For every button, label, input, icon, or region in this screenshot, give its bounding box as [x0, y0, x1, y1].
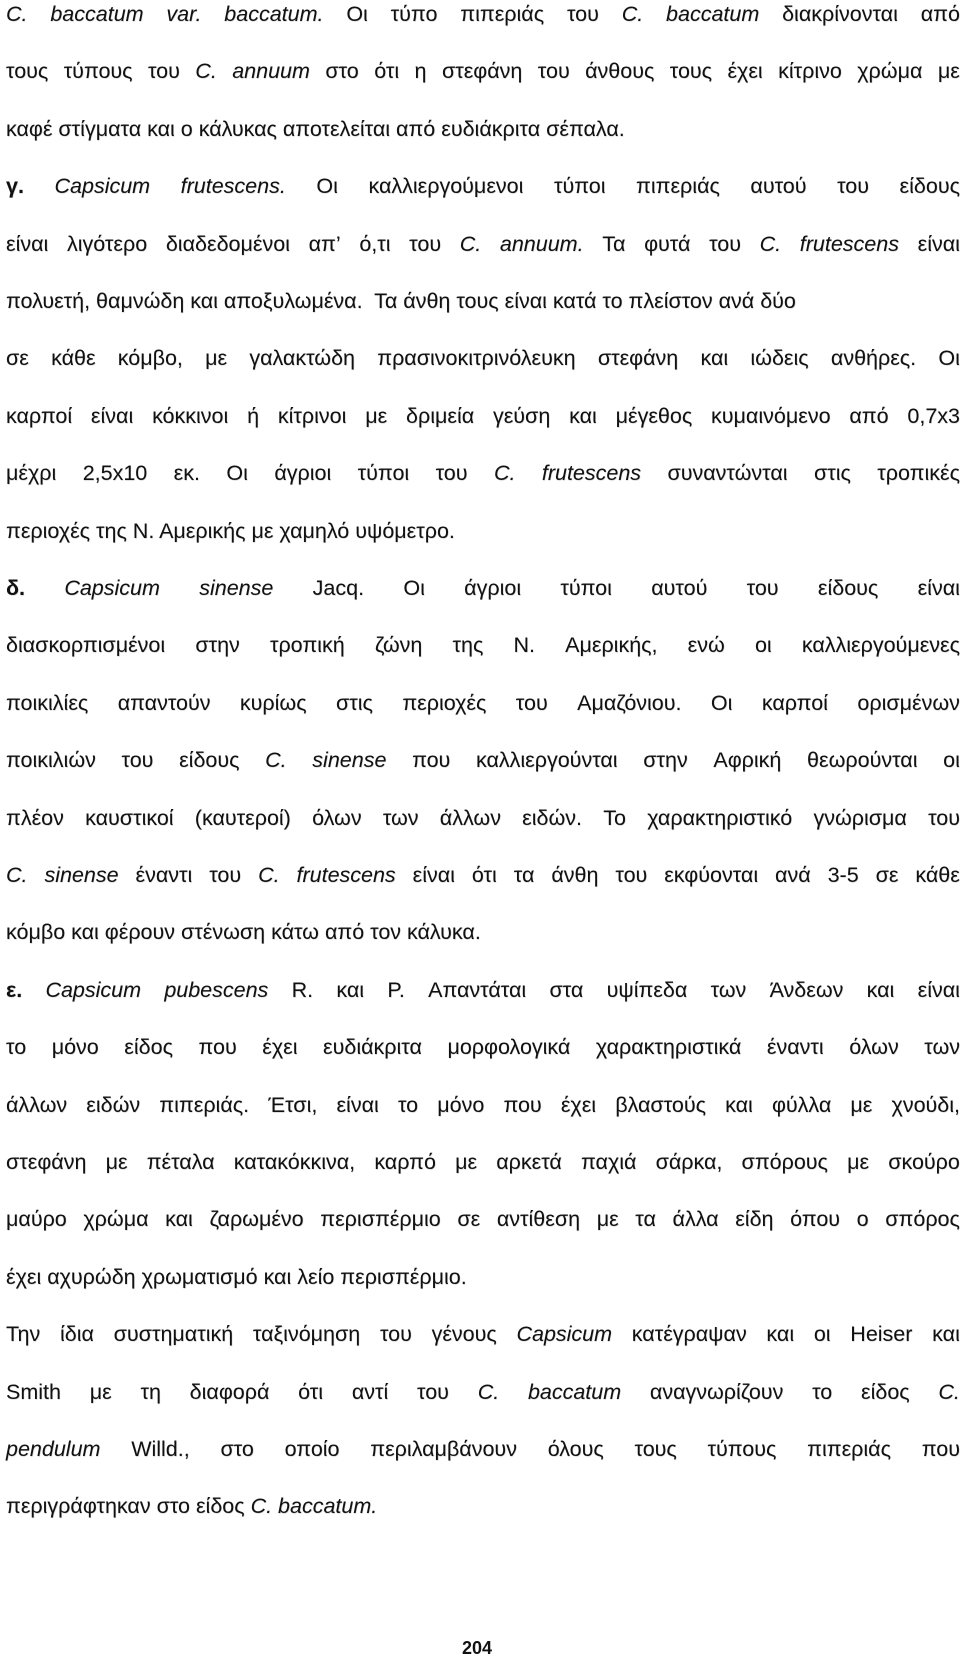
text-word: βλαστούς — [615, 1092, 706, 1117]
text-word: τροπική — [269, 633, 345, 658]
text-line — [6, 1429, 960, 1469]
text-word: τύποι — [553, 174, 606, 199]
text-word: το — [812, 1379, 833, 1404]
text-word: του — [566, 2, 599, 26]
text-word: τύποι — [560, 576, 612, 600]
text-word: baccatum — [666, 2, 760, 26]
text-word: είδους — [899, 174, 960, 199]
text-word: από — [920, 2, 960, 26]
text-word: frutescens. — [180, 174, 286, 199]
text-word: σε — [6, 346, 29, 371]
text-word: χαρακτηριστικό — [647, 805, 793, 830]
text-word: κυρίως — [239, 690, 307, 715]
text-word: συναντώνται — [667, 461, 788, 486]
text-word: Έτσι, — [268, 1092, 318, 1117]
text-segment: περιοχές της Ν. Αμερικής με χαμηλό υψόμετρο. — [6, 518, 455, 543]
text-line — [6, 683, 960, 723]
text-word: του — [928, 805, 960, 830]
text-word: άγριοι — [274, 461, 332, 486]
text-word: εκφύονται — [664, 863, 759, 887]
text-word: οι — [813, 1322, 831, 1347]
text-word: ή — [247, 403, 260, 428]
text-word: Αμερικής, — [565, 633, 658, 658]
text-word: 2,5x10 — [82, 461, 148, 486]
text-word: ενώ — [687, 633, 725, 658]
text-word: γαλακτώδη — [249, 346, 356, 371]
text-word: Την — [6, 1322, 41, 1347]
text-word: τη — [140, 1379, 161, 1404]
text-word: συστηματική — [113, 1322, 234, 1347]
text-word: σε — [875, 863, 899, 887]
text-word: κίτρινο — [778, 59, 842, 84]
text-line — [6, 1085, 960, 1125]
text-word: άλλα — [672, 1207, 719, 1232]
text-word: Οι — [346, 2, 368, 26]
text-segment: έχει αχυρώδη χρωματισμό και λείο περισπέρμιο. — [6, 1264, 467, 1289]
text-word: Οι — [938, 346, 960, 371]
text-word: πιπεριάς — [636, 174, 720, 199]
text-word: ζώνη — [374, 633, 423, 658]
text-word: γνώρισμα — [813, 805, 907, 830]
text-word: frutescens — [296, 863, 396, 887]
text-line — [6, 568, 960, 608]
text-line — [6, 740, 960, 780]
text-word: διαφορά — [189, 1379, 270, 1404]
text-word: C. — [938, 1379, 960, 1404]
text-word: μέχρι — [6, 461, 57, 486]
text-word: pendulum — [6, 1437, 101, 1461]
text-word: Capsicum — [54, 174, 151, 199]
text-word: φύλλα — [771, 1092, 832, 1117]
text-word: ανά — [775, 863, 811, 887]
text-word: άλλων — [439, 805, 501, 830]
text-word: διαδεδομένοι — [165, 231, 290, 256]
text-word: έναντι — [766, 1035, 824, 1060]
text-word: άνθους — [585, 59, 655, 84]
text-word: ίδια — [59, 1322, 94, 1347]
text-word: είναι — [90, 403, 134, 428]
text-word: είδους — [817, 576, 879, 600]
text-word: Heiser — [850, 1322, 913, 1347]
page-number: 204 — [461, 1638, 493, 1658]
text-word: Capsicum — [45, 977, 142, 1002]
text-word: frutescens — [799, 231, 899, 256]
text-word: μαύρο — [6, 1207, 67, 1232]
text-word: είναι — [412, 863, 455, 887]
text-word: ό,τι — [359, 231, 391, 256]
text-word: Τα — [602, 231, 626, 256]
text-word: Αμαζόνιου. — [577, 690, 682, 715]
text-word: του — [379, 1322, 412, 1347]
text-word: παχιά — [580, 1150, 637, 1174]
text-word: και — [700, 346, 729, 371]
text-word: τύπους — [707, 1437, 777, 1461]
text-line — [6, 798, 960, 838]
text-word: σάρκα, — [655, 1150, 723, 1174]
text-line — [6, 1142, 960, 1182]
text-word: καλλιεργούνται — [475, 748, 618, 773]
text-word: διασκορπισμένοι — [6, 633, 166, 658]
text-word: περιλαμβάνουν — [370, 1437, 517, 1461]
text-word: sinense — [44, 863, 119, 887]
text-line — [6, 511, 960, 551]
text-word: 0,7x3 — [907, 403, 960, 428]
text-word: αρκετά — [496, 1150, 562, 1174]
text-word: γ. — [6, 174, 24, 199]
text-word: αυτού — [651, 576, 708, 600]
text-word: αντί — [351, 1379, 389, 1404]
text-word: έχει — [727, 59, 763, 84]
text-word: του — [409, 231, 442, 256]
text-word: μόνο — [51, 1035, 99, 1060]
text-word: του — [121, 748, 154, 773]
text-line — [6, 912, 960, 952]
text-word: R. — [291, 977, 314, 1002]
text-word: πιπεριάς — [807, 1437, 891, 1461]
text-word: κατέγραψαν — [631, 1322, 747, 1347]
text-word: baccatum — [50, 2, 144, 26]
text-word: πέταλα — [146, 1150, 215, 1174]
text-word: μορφολογικά — [447, 1035, 571, 1060]
text-word: που — [503, 1092, 542, 1117]
text-word: (καυτεροί) — [194, 805, 291, 830]
text-word: αντίθεση — [496, 1207, 581, 1232]
text-word: φυτά — [644, 231, 691, 256]
text-word: είδος — [124, 1035, 173, 1060]
text-word: κόκκινοι — [152, 403, 229, 428]
text-word: δριμεία — [406, 403, 475, 428]
text-segment: C. baccatum. — [250, 1494, 378, 1519]
text-line — [6, 1486, 960, 1526]
text-word: έναντι — [135, 863, 193, 887]
text-word: με — [455, 1150, 478, 1174]
text-word: C. — [265, 748, 287, 773]
text-word: Το — [603, 805, 626, 830]
text-line — [6, 625, 960, 665]
text-word: με — [105, 1150, 128, 1174]
text-word: με — [850, 1092, 873, 1117]
text-word: ότι — [298, 1379, 324, 1404]
text-word: τους — [634, 1437, 677, 1461]
text-line — [6, 0, 960, 34]
text-word: με — [847, 1150, 870, 1174]
text-word: με — [937, 59, 960, 84]
text-word: οι — [943, 748, 960, 773]
text-word: μόνο — [437, 1092, 485, 1117]
text-word: στεφάνη — [6, 1150, 87, 1174]
text-line — [6, 970, 960, 1010]
text-word: Willd., — [131, 1437, 190, 1461]
text-word: ειδών. — [522, 805, 583, 830]
text-word: Ν. — [513, 633, 535, 658]
text-word: γένους — [431, 1322, 497, 1347]
text-word: οι — [754, 633, 772, 658]
text-line — [6, 281, 960, 321]
text-word: με — [205, 346, 228, 371]
text-word: άνθη — [551, 863, 599, 887]
text-word: ειδών — [86, 1092, 141, 1117]
text-word: ορισμένων — [857, 690, 960, 715]
text-word: ανθήρες. — [830, 346, 917, 371]
text-line — [6, 396, 960, 436]
text-word: Οι — [710, 690, 733, 715]
text-word: είναι — [336, 1092, 379, 1117]
text-word: στις — [813, 461, 851, 486]
text-word: χαρακτηριστικά — [595, 1035, 742, 1060]
text-word: κόμβο, — [117, 346, 183, 371]
text-word: της — [452, 633, 484, 658]
text-word: καλλιεργούμενες — [801, 633, 960, 658]
text-word: του — [515, 690, 548, 715]
text-word: σπόρους — [741, 1150, 828, 1174]
text-word: όλους — [547, 1437, 604, 1461]
text-line — [6, 1257, 960, 1297]
text-word: ιώδεις — [750, 346, 809, 371]
text-word: στην — [195, 633, 240, 658]
text-word: σκούρο — [888, 1150, 960, 1174]
text-word: κυμαινόμενο — [711, 403, 831, 428]
text-word: C. — [459, 231, 482, 256]
text-word: περιοχές — [402, 690, 487, 715]
text-line — [6, 453, 960, 493]
text-word: από — [849, 403, 889, 428]
text-word: τα — [635, 1207, 656, 1232]
text-word: είδη — [735, 1207, 774, 1232]
text-line — [6, 109, 960, 149]
text-word: C. — [477, 1379, 500, 1404]
text-word: άλλων — [6, 1092, 68, 1117]
text-word: ταξινόμηση — [252, 1322, 361, 1347]
text-word: sinense — [199, 576, 274, 600]
text-word: το — [6, 1035, 27, 1060]
text-word: τύπο — [390, 2, 438, 26]
text-word: και — [866, 977, 895, 1002]
text-word: τύπους — [63, 59, 133, 84]
text-word: και — [336, 977, 365, 1002]
text-word: τους — [669, 59, 713, 84]
text-word: του — [147, 59, 180, 84]
text-word: του — [746, 576, 779, 600]
text-word: frutescens — [541, 461, 642, 486]
text-word: στεφάνη — [597, 346, 679, 371]
text-word: καρπό — [374, 1150, 436, 1174]
text-word: πρασινοκιτρινόλευκη — [377, 346, 576, 371]
text-word: C. — [195, 59, 217, 84]
text-word: σε — [457, 1207, 481, 1232]
text-word: ότι — [374, 59, 400, 84]
text-word: των — [710, 977, 747, 1002]
text-word: πλέον — [6, 805, 64, 830]
text-word: Smith — [6, 1379, 61, 1404]
text-word: με — [365, 403, 388, 428]
text-word: στο — [325, 59, 359, 84]
text-word: η — [414, 59, 427, 84]
text-word: που — [198, 1035, 237, 1060]
text-word: καλλιεργούμενοι — [368, 174, 524, 199]
text-word: καυστικοί — [85, 805, 174, 830]
text-word: Άνδεων — [769, 977, 844, 1002]
text-word: με — [596, 1207, 619, 1232]
text-word: του — [615, 863, 648, 887]
text-word: P. — [387, 977, 405, 1002]
text-word: ποικιλίες — [6, 690, 89, 715]
text-word: ποικιλιών — [6, 748, 96, 773]
text-word: πιπεριάς — [460, 2, 545, 26]
text-word: κάθε — [915, 863, 960, 887]
text-word: ε. — [6, 977, 23, 1002]
text-line — [6, 51, 960, 91]
text-word: λιγότερο — [66, 231, 148, 256]
text-word: όλων — [849, 1035, 899, 1060]
text-line — [6, 338, 960, 378]
text-word: τα — [513, 863, 535, 887]
text-line — [6, 1027, 960, 1067]
text-word: C. — [493, 461, 516, 486]
text-word: είδος — [860, 1379, 910, 1404]
text-word: είδους — [179, 748, 240, 773]
text-word: που — [921, 1437, 960, 1461]
text-word: πιπεριάς. — [159, 1092, 250, 1117]
text-word: υψίπεδα — [606, 977, 688, 1002]
text-line — [6, 855, 960, 895]
text-word: τύποι — [357, 461, 410, 486]
text-word: είναι — [917, 231, 960, 256]
text-word: Capsicum — [516, 1322, 613, 1347]
text-word: Οι — [226, 461, 248, 486]
text-word: έχει — [262, 1035, 298, 1060]
text-word: εκ. — [173, 461, 200, 486]
text-word: του — [209, 863, 242, 887]
text-word: διακρίνονται — [782, 2, 898, 26]
text-word: στεφάνη — [441, 59, 523, 84]
text-word: καρποί — [761, 690, 828, 715]
text-word: 3-5 — [827, 863, 859, 887]
text-word: annuum — [232, 59, 310, 84]
text-word: pubescens — [164, 977, 269, 1002]
text-word: C. — [6, 863, 28, 887]
text-word: sinense — [312, 748, 387, 773]
text-word: είναι — [917, 977, 960, 1002]
text-word: Αφρική — [713, 748, 782, 773]
text-word: τους — [6, 59, 49, 84]
text-word: και — [932, 1322, 960, 1347]
text-word: Οι — [316, 174, 338, 199]
text-word: στην — [643, 748, 688, 773]
text-word: του — [417, 1379, 449, 1404]
text-word: όλων — [312, 805, 362, 830]
text-word: άγριοι — [464, 576, 522, 600]
text-word: Απαντάται — [428, 977, 527, 1002]
text-word: γεύση — [492, 403, 551, 428]
text-word: χρώμα — [83, 1207, 149, 1232]
text-word: baccatum — [527, 1379, 622, 1404]
text-word: απ’ — [308, 231, 341, 256]
text-word: κατακόκκινα, — [233, 1150, 356, 1174]
text-word: χνούδι, — [891, 1092, 960, 1117]
text-segment: περιγράφτηκαν στο είδος — [6, 1494, 251, 1519]
text-word: θεωρούνται — [807, 748, 918, 773]
text-word: και — [165, 1207, 193, 1232]
text-word: μέγεθος — [615, 403, 693, 428]
text-word: και — [569, 403, 597, 428]
text-word: baccatum. — [224, 2, 324, 26]
text-word: C. — [621, 2, 644, 26]
text-word: στις — [336, 690, 373, 715]
text-word: ζαρωμένο — [209, 1207, 304, 1232]
text-segment: κόμβο και φέρουν στένωση κάτω από τον κάλυκα. — [6, 920, 481, 945]
text-word: έχει — [560, 1092, 597, 1117]
text-word: ο — [856, 1207, 869, 1232]
text-line — [6, 166, 960, 206]
text-word: C. — [258, 863, 280, 887]
text-word: είναι — [917, 576, 960, 600]
text-word: απαντούν — [117, 690, 211, 715]
text-word: κάθε — [51, 346, 96, 371]
text-word: το — [397, 1092, 419, 1117]
text-line — [6, 1314, 960, 1354]
text-word: όπου — [790, 1207, 841, 1232]
text-word: Capsicum — [64, 576, 160, 600]
text-word: Οι — [403, 576, 425, 600]
text-word: δ. — [6, 576, 26, 600]
text-word: C. — [6, 2, 28, 26]
text-line — [6, 224, 960, 264]
text-word: ότι — [471, 863, 497, 887]
text-word: καρποί — [6, 403, 73, 428]
text-word: αυτού — [750, 174, 807, 199]
text-line — [6, 1372, 960, 1412]
text-word: αναγνωρίζουν — [649, 1379, 784, 1404]
text-word: στα — [549, 977, 584, 1002]
text-word: annuum. — [499, 231, 584, 256]
text-word: στο — [220, 1437, 254, 1461]
text-word: περισπέρμιο — [320, 1207, 441, 1232]
text-segment: καφέ στίγματα και ο κάλυκας αποτελείται από ευδιάκριτα σέπαλα. — [6, 116, 625, 141]
text-word: με — [89, 1379, 112, 1404]
text-word: κίτρινοι — [277, 403, 347, 428]
text-word: και — [766, 1322, 795, 1347]
text-word: των — [924, 1035, 960, 1060]
text-segment: πολυετή, θαμνώδη και αποξυλωμένα. Τα άνθη τους είναι κατά το πλείστον ανά δύο — [6, 289, 796, 313]
text-word: var. — [166, 2, 202, 26]
text-word: του — [537, 59, 570, 84]
text-word: των — [382, 805, 419, 830]
text-word: οποίο — [284, 1437, 340, 1461]
text-line — [6, 1199, 960, 1239]
text-word: του — [709, 231, 741, 256]
text-word: είναι — [6, 231, 49, 256]
text-word: του — [435, 461, 468, 486]
text-word: και — [725, 1092, 753, 1117]
text-word: χρώμα — [857, 59, 923, 84]
text-word: Jacq. — [312, 576, 365, 600]
text-word: ευδιάκριτα — [323, 1035, 422, 1060]
text-word: σπόρος — [885, 1207, 960, 1232]
text-word: που — [412, 748, 451, 773]
text-word: C. — [759, 231, 782, 256]
text-word: του — [837, 174, 869, 199]
text-word: τροπικές — [877, 461, 960, 486]
